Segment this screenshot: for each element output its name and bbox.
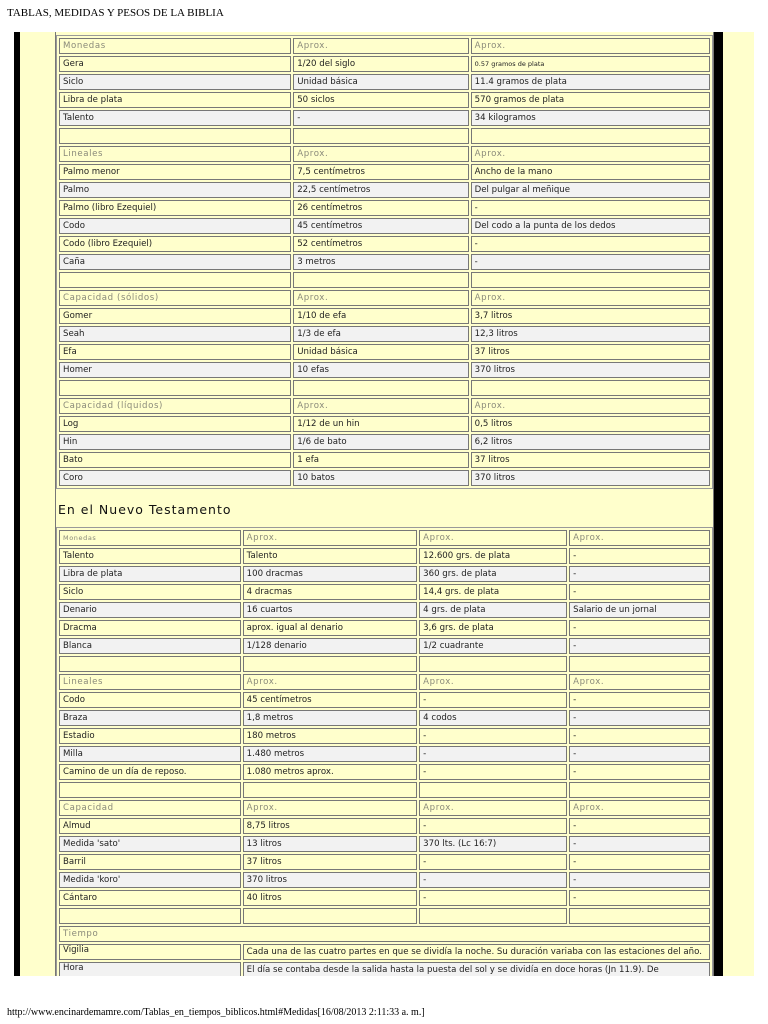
table-cell: 3,6 grs. de plata <box>419 620 567 636</box>
table-cell: Seah <box>59 326 291 342</box>
table-cell: Palmo (libro Ezequiel) <box>59 200 291 216</box>
table-row <box>59 836 710 852</box>
table-cell: Unidad básica <box>293 344 468 360</box>
table-cell: Aprox. <box>569 530 710 546</box>
table-cell <box>59 908 241 924</box>
right-border-bar <box>714 32 723 976</box>
table-cell: Coro <box>59 470 291 486</box>
table-cell: Salario de un jornal <box>569 602 710 618</box>
table-cell: 3 metros <box>293 254 468 270</box>
table-row <box>59 872 710 888</box>
table-cell: Medida 'koro' <box>59 872 241 888</box>
table-row <box>59 746 710 762</box>
table-cell <box>419 782 567 798</box>
main-content <box>55 32 714 976</box>
table-cell: 37 litros <box>243 854 418 870</box>
table-cell: 50 siclos <box>293 92 468 108</box>
table-row <box>59 710 710 726</box>
table-cell: Unidad básica <box>293 74 468 90</box>
table-cell: - <box>569 836 710 852</box>
table-row <box>59 764 710 780</box>
left-border-bar <box>14 32 20 976</box>
table-cell: Milla <box>59 746 241 762</box>
table-cell: Aprox. <box>471 146 710 162</box>
table-cell: Del pulgar al meñique <box>471 182 710 198</box>
table-cell: Hin <box>59 434 291 450</box>
table-cell: Efa <box>59 344 291 360</box>
table-cell: 100 dracmas <box>243 566 418 582</box>
table-row <box>59 854 710 870</box>
table-cell: Talento <box>59 548 241 564</box>
table-cell: Capacidad (sólidos) <box>59 290 291 306</box>
table-cell: 7,5 centímetros <box>293 164 468 180</box>
table-row <box>59 254 710 270</box>
table-cell <box>569 782 710 798</box>
table-row <box>59 620 710 636</box>
table-cell: - <box>569 584 710 600</box>
table-cell: 16 cuartos <box>243 602 418 618</box>
table-cell <box>243 782 418 798</box>
table-cell: Libra de plata <box>59 566 241 582</box>
table-cell: 12,3 litros <box>471 326 710 342</box>
table-cell: Medida 'sato' <box>59 836 241 852</box>
table-cell: Aprox. <box>243 674 418 690</box>
table-cell: - <box>569 872 710 888</box>
table-row <box>59 818 710 834</box>
table-cell: Gera <box>59 56 291 72</box>
table-cell: 370 litros <box>471 362 710 378</box>
table-cell: 14,4 grs. de plata <box>419 584 567 600</box>
table-row <box>59 308 710 324</box>
table-cell: 12.600 grs. de plata <box>419 548 567 564</box>
table-cell <box>569 656 710 672</box>
table-cell: - <box>569 710 710 726</box>
table-cell: Aprox. <box>419 674 567 690</box>
table-cell: Aprox. <box>471 398 710 414</box>
table-cell: 1/128 denario <box>243 638 418 654</box>
table-cell <box>243 656 418 672</box>
table-cell: 4 codos <box>419 710 567 726</box>
table-cell: 370 litros <box>243 872 418 888</box>
table-cell: Barril <box>59 854 241 870</box>
table-cell: 45 centímetros <box>243 692 418 708</box>
table-row <box>59 326 710 342</box>
table-cell: Aprox. <box>569 800 710 816</box>
footer-url: http://www.encinardemamre.com/Tablas_en_tiempos_biblicos.html#Medidas[16/08/2013 2:11:33 a. m.] <box>7 1007 425 1018</box>
table-cell: 3,7 litros <box>471 308 710 324</box>
table-cell: - <box>419 872 567 888</box>
table-row <box>59 344 710 360</box>
table-cell: Aprox. <box>419 800 567 816</box>
table-cell: 4 dracmas <box>243 584 418 600</box>
table-row <box>59 74 710 90</box>
table-cell: - <box>569 854 710 870</box>
page-title: TABLAS, MEDIDAS Y PESOS DE LA BIBLIA <box>7 7 224 19</box>
table-row <box>59 470 710 486</box>
table-row <box>59 890 710 906</box>
table-cell: - <box>569 620 710 636</box>
table-row <box>59 434 710 450</box>
table-cell: Monedas <box>59 530 241 546</box>
table-cell: - <box>419 818 567 834</box>
table-cell <box>59 782 241 798</box>
table-cell: Gomer <box>59 308 291 324</box>
table-cell: Aprox. <box>243 530 418 546</box>
table-cell: - <box>471 200 710 216</box>
table-cell <box>419 908 567 924</box>
table-cell <box>471 128 710 144</box>
table-row <box>59 728 710 744</box>
table-cell: Aprox. <box>243 800 418 816</box>
table-row <box>59 56 710 72</box>
table-row <box>59 200 710 216</box>
table-cell: 52 centímetros <box>293 236 468 252</box>
table-cell: 8,75 litros <box>243 818 418 834</box>
table-row <box>59 452 710 468</box>
table-cell: Tiempo <box>59 926 710 942</box>
table-cell: Siclo <box>59 584 241 600</box>
table-cell: 45 centímetros <box>293 218 468 234</box>
table-cell: Denario <box>59 602 241 618</box>
table-cell: - <box>569 818 710 834</box>
table-cell: - <box>569 890 710 906</box>
table-cell: 1 efa <box>293 452 468 468</box>
table-cell: Talento <box>243 548 418 564</box>
table-cell: 13 litros <box>243 836 418 852</box>
table-cell: Almud <box>59 818 241 834</box>
old-testament-table <box>56 35 713 489</box>
table-cell: Braza <box>59 710 241 726</box>
table-row <box>59 218 710 234</box>
table-cell: Aprox. <box>471 38 710 54</box>
table-cell: 1/12 de un hin <box>293 416 468 432</box>
table-cell: 1.480 metros <box>243 746 418 762</box>
table-row <box>59 164 710 180</box>
table-row <box>59 362 710 378</box>
table-cell: Lineales <box>59 146 291 162</box>
table-cell: 6,2 litros <box>471 434 710 450</box>
table-cell: Talento <box>59 110 291 126</box>
table-cell: 22,5 centímetros <box>293 182 468 198</box>
table-cell: - <box>419 692 567 708</box>
table-cell: Aprox. <box>293 290 468 306</box>
table-cell: - <box>419 728 567 744</box>
table-cell: - <box>569 566 710 582</box>
table-cell: Camino de un día de reposo. <box>59 764 241 780</box>
table-cell: 1/6 de bato <box>293 434 468 450</box>
table-cell: Palmo <box>59 182 291 198</box>
table-cell: Libra de plata <box>59 92 291 108</box>
table-row <box>59 962 710 976</box>
table-row <box>59 416 710 432</box>
table-cell <box>471 272 710 288</box>
table-cell: 1.080 metros aprox. <box>243 764 418 780</box>
table-cell <box>293 128 468 144</box>
table-row <box>59 638 710 654</box>
table-spacer-row <box>59 380 710 396</box>
table-cell: aprox. igual al denario <box>243 620 418 636</box>
table-cell: - <box>569 764 710 780</box>
table-cell <box>59 380 291 396</box>
table-cell: Aprox. <box>419 530 567 546</box>
table-cell: Lineales <box>59 674 241 690</box>
table-cell: Aprox. <box>569 674 710 690</box>
table-spacer-row <box>59 782 710 798</box>
table-row <box>59 110 710 126</box>
table-cell <box>59 128 291 144</box>
table-header-row <box>59 800 710 816</box>
table-cell: Estadio <box>59 728 241 744</box>
table-cell: 10 batos <box>293 470 468 486</box>
table-cell: 370 lts. (Lc 16:7) <box>419 836 567 852</box>
table-cell: 360 grs. de plata <box>419 566 567 582</box>
table-cell: 1/10 de efa <box>293 308 468 324</box>
table-cell: Del codo a la punta de los dedos <box>471 218 710 234</box>
table-spacer-row <box>59 656 710 672</box>
table-cell: - <box>569 692 710 708</box>
table-cell <box>243 908 418 924</box>
table-cell: Capacidad <box>59 800 241 816</box>
table-cell: Ancho de la mano <box>471 164 710 180</box>
table-cell: 1/2 cuadrante <box>419 638 567 654</box>
table-cell: 0,5 litros <box>471 416 710 432</box>
table-header-row <box>59 926 710 942</box>
table-spacer-row <box>59 272 710 288</box>
table-cell: 370 litros <box>471 470 710 486</box>
table-cell: Codo <box>59 692 241 708</box>
table-header-row <box>59 530 710 546</box>
table-row <box>59 92 710 108</box>
table-cell: 1/3 de efa <box>293 326 468 342</box>
table-cell: Homer <box>59 362 291 378</box>
table-cell <box>419 656 567 672</box>
table-row <box>59 602 710 618</box>
table-cell: - <box>569 548 710 564</box>
table-row <box>59 584 710 600</box>
table-cell: - <box>471 236 710 252</box>
table-cell: Dracma <box>59 620 241 636</box>
table-cell: Aprox. <box>293 146 468 162</box>
table-header-row <box>59 674 710 690</box>
content-frame <box>14 32 754 976</box>
table-row <box>59 548 710 564</box>
nt-heading: En el Nuevo Testamento <box>58 502 232 517</box>
table-cell: Codo <box>59 218 291 234</box>
table-cell: Bato <box>59 452 291 468</box>
table-cell: Caña <box>59 254 291 270</box>
table-cell: Cada una de las cuatro partes en que se dividía la noche. Su duración variaba con las estaciones del año. <box>243 944 710 960</box>
table-cell: El día se contaba desde la salida hasta la puesta del sol y se dividía en doce horas (Jn 11.9). De <box>243 962 710 976</box>
table-cell: - <box>569 728 710 744</box>
table-cell: 1/20 del siglo <box>293 56 468 72</box>
table-cell: - <box>569 746 710 762</box>
table-cell <box>59 656 241 672</box>
table-cell: - <box>419 890 567 906</box>
table-header-row <box>59 38 710 54</box>
table-row <box>59 236 710 252</box>
table-header-row <box>59 146 710 162</box>
table-cell: - <box>419 746 567 762</box>
table-cell <box>471 380 710 396</box>
table-cell: - <box>419 764 567 780</box>
table-cell: - <box>471 254 710 270</box>
new-testament-table <box>56 527 713 976</box>
table-cell: Cántaro <box>59 890 241 906</box>
table-cell: Aprox. <box>293 398 468 414</box>
table-cell: 10 efas <box>293 362 468 378</box>
table-cell: Capacidad (líquidos) <box>59 398 291 414</box>
table-cell: 34 kilogramos <box>471 110 710 126</box>
table-cell: Log <box>59 416 291 432</box>
table-cell: 37 litros <box>471 344 710 360</box>
table-cell: Blanca <box>59 638 241 654</box>
table-row <box>59 944 710 960</box>
table-cell: 570 gramos de plata <box>471 92 710 108</box>
table-cell: 4 grs. de plata <box>419 602 567 618</box>
table-spacer-row <box>59 908 710 924</box>
table-cell: Palmo menor <box>59 164 291 180</box>
table-cell <box>569 908 710 924</box>
table-cell: Aprox. <box>471 290 710 306</box>
table-cell: Aprox. <box>293 38 468 54</box>
table-cell: 11.4 gramos de plata <box>471 74 710 90</box>
table-cell: Siclo <box>59 74 291 90</box>
table-cell: - <box>293 110 468 126</box>
table-cell: - <box>419 854 567 870</box>
table-cell: 1,8 metros <box>243 710 418 726</box>
table-cell: 26 centímetros <box>293 200 468 216</box>
table-cell: 0.57 gramos de plata <box>471 56 710 72</box>
table-cell: Vigilia <box>59 944 241 960</box>
table-cell <box>293 380 468 396</box>
table-header-row <box>59 398 710 414</box>
table-cell: 180 metros <box>243 728 418 744</box>
table-cell: Hora <box>59 962 241 976</box>
table-spacer-row <box>59 128 710 144</box>
table-cell: 37 litros <box>471 452 710 468</box>
table-row <box>59 692 710 708</box>
table-cell: 40 litros <box>243 890 418 906</box>
table-header-row <box>59 290 710 306</box>
table-cell <box>59 272 291 288</box>
table-cell: Codo (libro Ezequiel) <box>59 236 291 252</box>
table-row <box>59 566 710 582</box>
table-cell: - <box>569 638 710 654</box>
table-cell: Monedas <box>59 38 291 54</box>
table-row <box>59 182 710 198</box>
table-cell <box>293 272 468 288</box>
